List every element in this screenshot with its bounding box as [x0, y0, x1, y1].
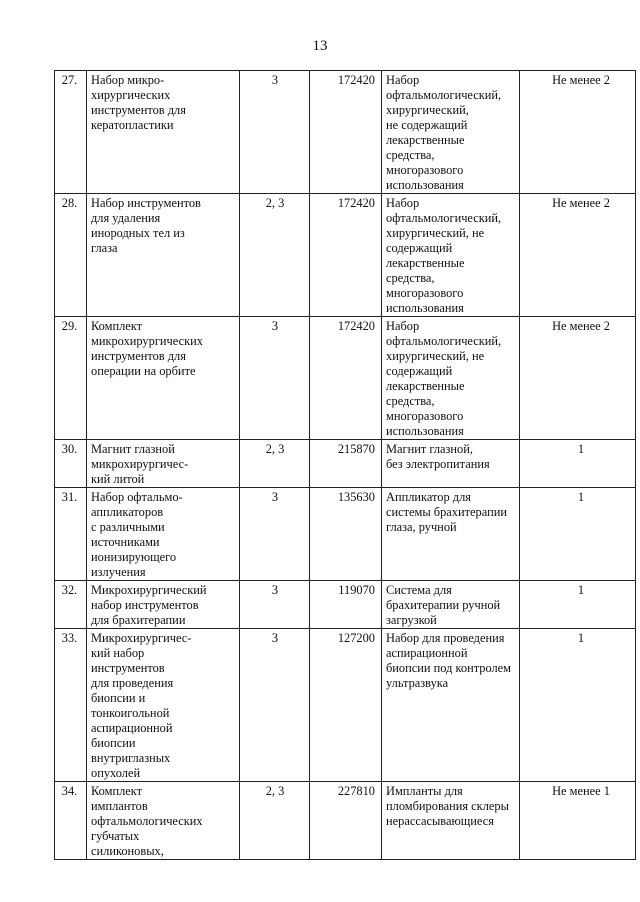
item-name: Комплект микрохирургических инструментов для операции на орбите — [87, 317, 240, 440]
row-number: 28. — [55, 194, 87, 317]
row-number: 29. — [55, 317, 87, 440]
type-description: Набор для проведения аспирационной биопсии под контролем ультразвука — [382, 629, 520, 782]
condition-code: 2, 3 — [240, 194, 310, 317]
type-code: 127200 — [310, 629, 382, 782]
row-number: 32. — [55, 581, 87, 629]
table-row — [55, 629, 636, 782]
condition-code: 3 — [240, 71, 310, 194]
table-row — [55, 782, 636, 860]
table-row — [55, 581, 636, 629]
type-description: Импланты для пломбирования склеры нерассасывающиеся — [382, 782, 520, 860]
row-number: 30. — [55, 440, 87, 488]
item-name: Микрохирургический набор инструментов для брахитерапии — [87, 581, 240, 629]
type-description: Магнит глазной, без электропитания — [382, 440, 520, 488]
table-row — [55, 317, 636, 440]
quantity: 1 — [520, 629, 636, 782]
type-code: 172420 — [310, 317, 382, 440]
condition-code: 3 — [240, 629, 310, 782]
table-row — [55, 488, 636, 581]
type-description: Аппликатор для системы брахитерапии глаза, ручной — [382, 488, 520, 581]
quantity: Не менее 2 — [520, 317, 636, 440]
type-description: Набор офтальмологический, хирургический, не содержащий лекарственные средства, многоразового использования — [382, 194, 520, 317]
equipment-table — [54, 70, 636, 860]
quantity: Не менее 2 — [520, 194, 636, 317]
quantity: Не менее 1 — [520, 782, 636, 860]
type-code: 227810 — [310, 782, 382, 860]
condition-code: 3 — [240, 317, 310, 440]
type-code: 172420 — [310, 71, 382, 194]
table-row — [55, 194, 636, 317]
row-number: 27. — [55, 71, 87, 194]
item-name: Магнит глазной микрохирургичес- кий литой — [87, 440, 240, 488]
table-row — [55, 71, 636, 194]
row-number: 34. — [55, 782, 87, 860]
type-code: 172420 — [310, 194, 382, 317]
type-description: Набор офтальмологический, хирургический, не содержащий лекарственные средства, многоразового использования — [382, 317, 520, 440]
type-description: Набор офтальмологический, хирургический, не содержащий лекарственные средства, многоразового использования — [382, 71, 520, 194]
condition-code: 3 — [240, 488, 310, 581]
table-row — [55, 440, 636, 488]
item-name: Набор инструментов для удаления инородных тел из глаза — [87, 194, 240, 317]
condition-code: 2, 3 — [240, 782, 310, 860]
quantity: Не менее 2 — [520, 71, 636, 194]
item-name: Микрохирургичес- кий набор инструментов для проведения биопсии и тонкоигольной аспирационной биопсии внутриглазных опухолей — [87, 629, 240, 782]
type-code: 119070 — [310, 581, 382, 629]
row-number: 31. — [55, 488, 87, 581]
quantity: 1 — [520, 440, 636, 488]
item-name: Комплект имплантов офтальмологических губчатых силиконовых, — [87, 782, 240, 860]
quantity: 1 — [520, 488, 636, 581]
item-name: Набор микро- хирургических инструментов для кератопластики — [87, 71, 240, 194]
quantity: 1 — [520, 581, 636, 629]
page-number: 13 — [312, 38, 328, 54]
condition-code: 3 — [240, 581, 310, 629]
type-description: Система для брахитерапии ручной загрузкой — [382, 581, 520, 629]
type-code: 135630 — [310, 488, 382, 581]
item-name: Набор офтальмо- аппликаторов с различными источниками ионизирующего излучения — [87, 488, 240, 581]
type-code: 215870 — [310, 440, 382, 488]
row-number: 33. — [55, 629, 87, 782]
condition-code: 2, 3 — [240, 440, 310, 488]
